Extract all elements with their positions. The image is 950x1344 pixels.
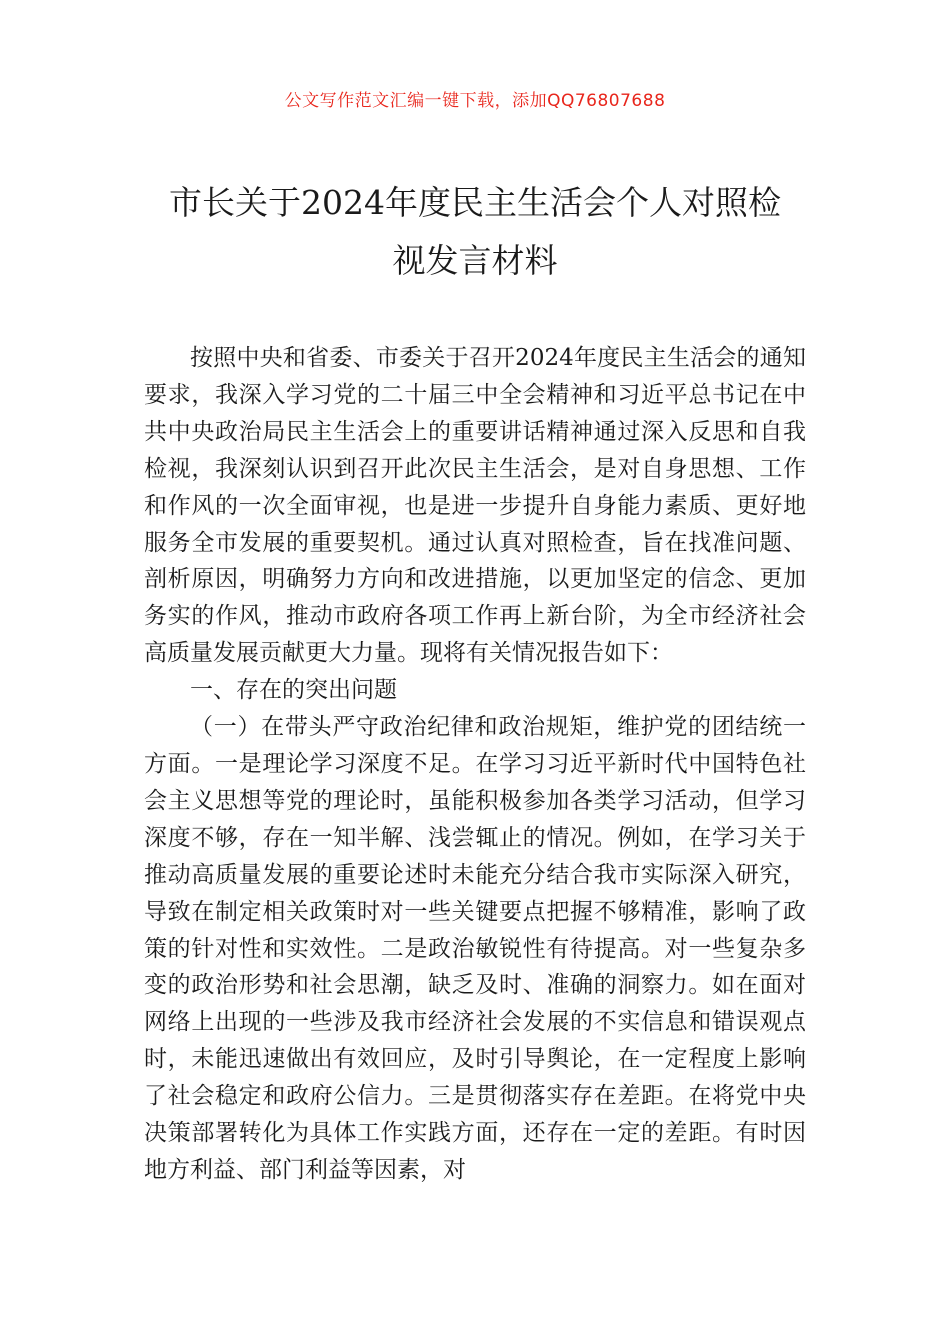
title-line-2: 视发言材料 [392, 241, 558, 280]
document-body [144, 340, 806, 1189]
body-paragraph: （一）在带头严守政治纪律和政治规矩，维护党的团结统一方面。一是理论学习深度不足。在学习习近平新时代中国特色社会主义思想等党的理论时，虽能积极参加各类学习活动，但学习深度不够，存在一知半解、浅尝辄止的情况。例如，在学习关于推动高质量发展的重要论述时未能充分结合我市实际深入研究，导致在制定相关政策时对一些关键要点把握不够精准，影响了政策的针对性和实效性。二是政治敏锐性有待提高。对一些复杂多变的政治形势和社会思潮，缺乏及时、准确的洞察力。如在面对网络上出现的一些涉及我市经济社会发展的不实信息和错误观点时，未能迅速做出有效回应，及时引导舆论，在一定程度上影响了社会稳定和政府公信力。三是贯彻落实存在差距。在将党中央决策部署转化为具体工作实践方面，还存在一定的差距。有时因地方利益、部门利益等因素，对 [144, 714, 806, 1183]
intro-paragraph: 按照中央和省委、市委关于召开2024年度民主生活会的通知要求，我深入学习党的二十届三中全会精神和习近平总书记在中共中央政治局民主生活会上的重要讲话精神通过深入反思和自我检视，我深刻认识到召开此次民主生活会，是对自身思想、工作和作风的一次全面审视，也是进一步提升自身能力素质、更好地服务全市发展的重要契机。通过认真对照检查，旨在找准问题、剖析原因，明确努力方向和改进措施，以更加坚定的信念、更加务实的作风，推动市政府各项工作再上新台阶，为全市经济社会高质量发展贡献更大力量。现将有关情况报告如下： [144, 345, 806, 667]
section-heading: 一、存在的突出问题 [190, 677, 397, 704]
download-banner[interactable]: 公文写作范文汇编一键下载，添加QQ76807688 [284, 91, 666, 111]
document-title [130, 174, 820, 290]
title-line-1: 市长关于2024年度民主生活会个人对照检 [169, 183, 781, 222]
